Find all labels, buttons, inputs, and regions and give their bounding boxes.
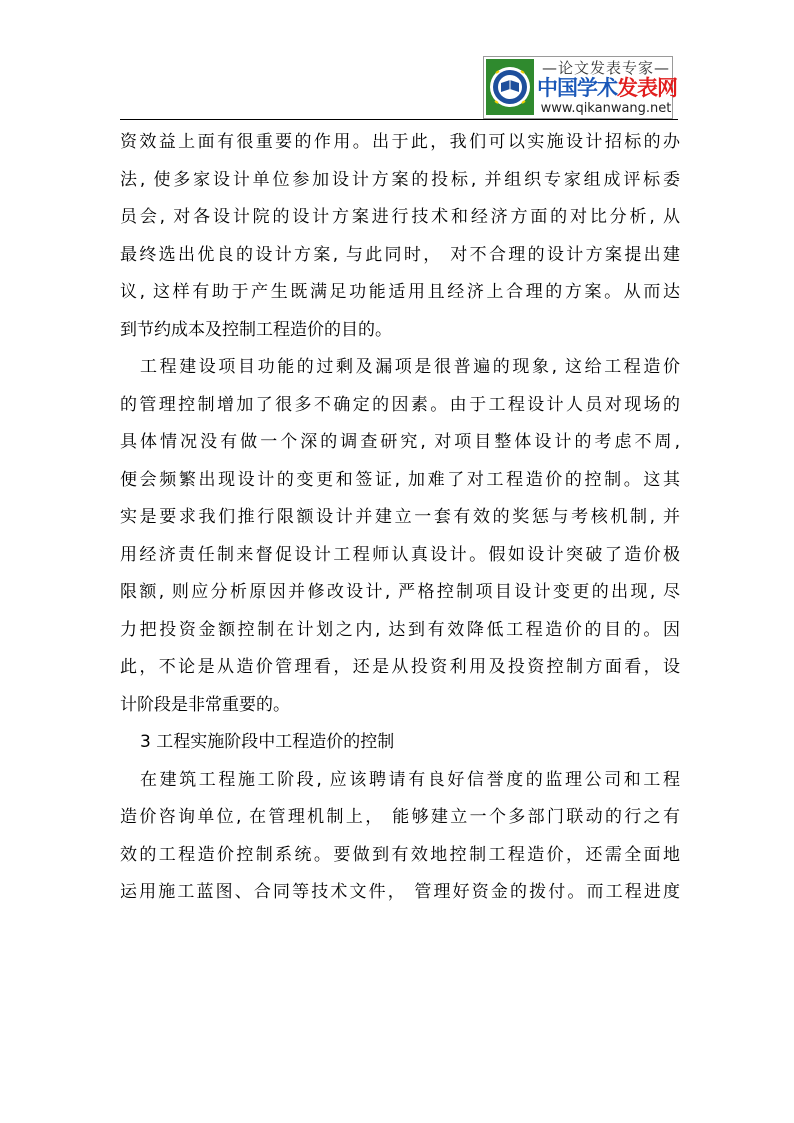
text-line: 力把投资金额控制在计划之内, 达到有效降低工程造价的目的。因 [120, 619, 680, 640]
text-line: 用经济责任制来督促设计工程师认真设计。假如设计突破了造价极 [120, 544, 680, 565]
emblem-icon [486, 59, 534, 115]
text-line: 实是要求我们推行限额设计并建立一套有效的奖惩与考核机制, 并 [120, 507, 680, 527]
text-line: 最终选出优良的设计方案, 与此同时， 对不合理的设计方案提出建 [120, 244, 680, 265]
logo-name-part: 发表网 [617, 76, 677, 100]
text-line: 法, 使多家设计单位参加设计方案的投标, 并组织专家组成评标委 [120, 169, 680, 190]
text-line: 此，不论是从造价管理看，还是从投资利用及投资控制方面看，设 [120, 657, 680, 677]
logo-site-name [537, 76, 677, 100]
logo-name-part: 中国学术 [537, 76, 617, 100]
text-line: 效的工程造价控制系统。要做到有效地控制工程造价，还需全面地 [120, 844, 680, 865]
text-line: 限额, 则应分析原因并修改设计, 严格控制项目设计变更的出现, 尽 [120, 582, 680, 602]
text-line: 员会, 对各设计院的设计方案进行技术和经济方面的对比分析, 从 [120, 207, 680, 227]
text-line: 议, 这样有助于产生既满足功能适用且经济上合理的方案。从而达 [120, 282, 680, 302]
document-body [120, 124, 680, 912]
text-line: 资效益上面有很重要的作用。出于此，我们可以实施设计招标的办 [120, 132, 680, 152]
section-heading: 3 工程实施阶段中工程造价的控制 [140, 732, 395, 752]
text-line: 运用施工蓝图、合同等技术文件， 管理好资金的拨付。而工程进度 [120, 882, 680, 902]
text-line: 工程建设项目功能的过剩及漏项是很普遍的现象, 这给工程造价 [140, 357, 680, 377]
site-logo [483, 56, 677, 119]
logo-slogan: —论文发表专家— [541, 59, 670, 77]
logo-url: www.qikanwang.net [540, 101, 672, 116]
text-line: 的管理控制增加了很多不确定的因素。由于工程设计人员对现场的 [120, 394, 680, 415]
text-line: 计阶段是非常重要的。 [120, 694, 290, 715]
text-line: 便会频繁出现设计的变更和签证, 加难了对工程造价的控制。这其 [120, 469, 680, 490]
text-line: 在建筑工程施工阶段, 应该聘请有良好信誉度的监理公司和工程 [140, 769, 680, 790]
text-line: 到节约成本及控制工程造价的目的。 [120, 319, 392, 340]
text-line: 具体情况没有做一个深的调查研究, 对项目整体设计的考虑不周, [120, 432, 680, 452]
text-line: 造价咨询单位, 在管理机制上， 能够建立一个多部门联动的行之有 [120, 807, 680, 827]
header-divider [120, 119, 678, 120]
